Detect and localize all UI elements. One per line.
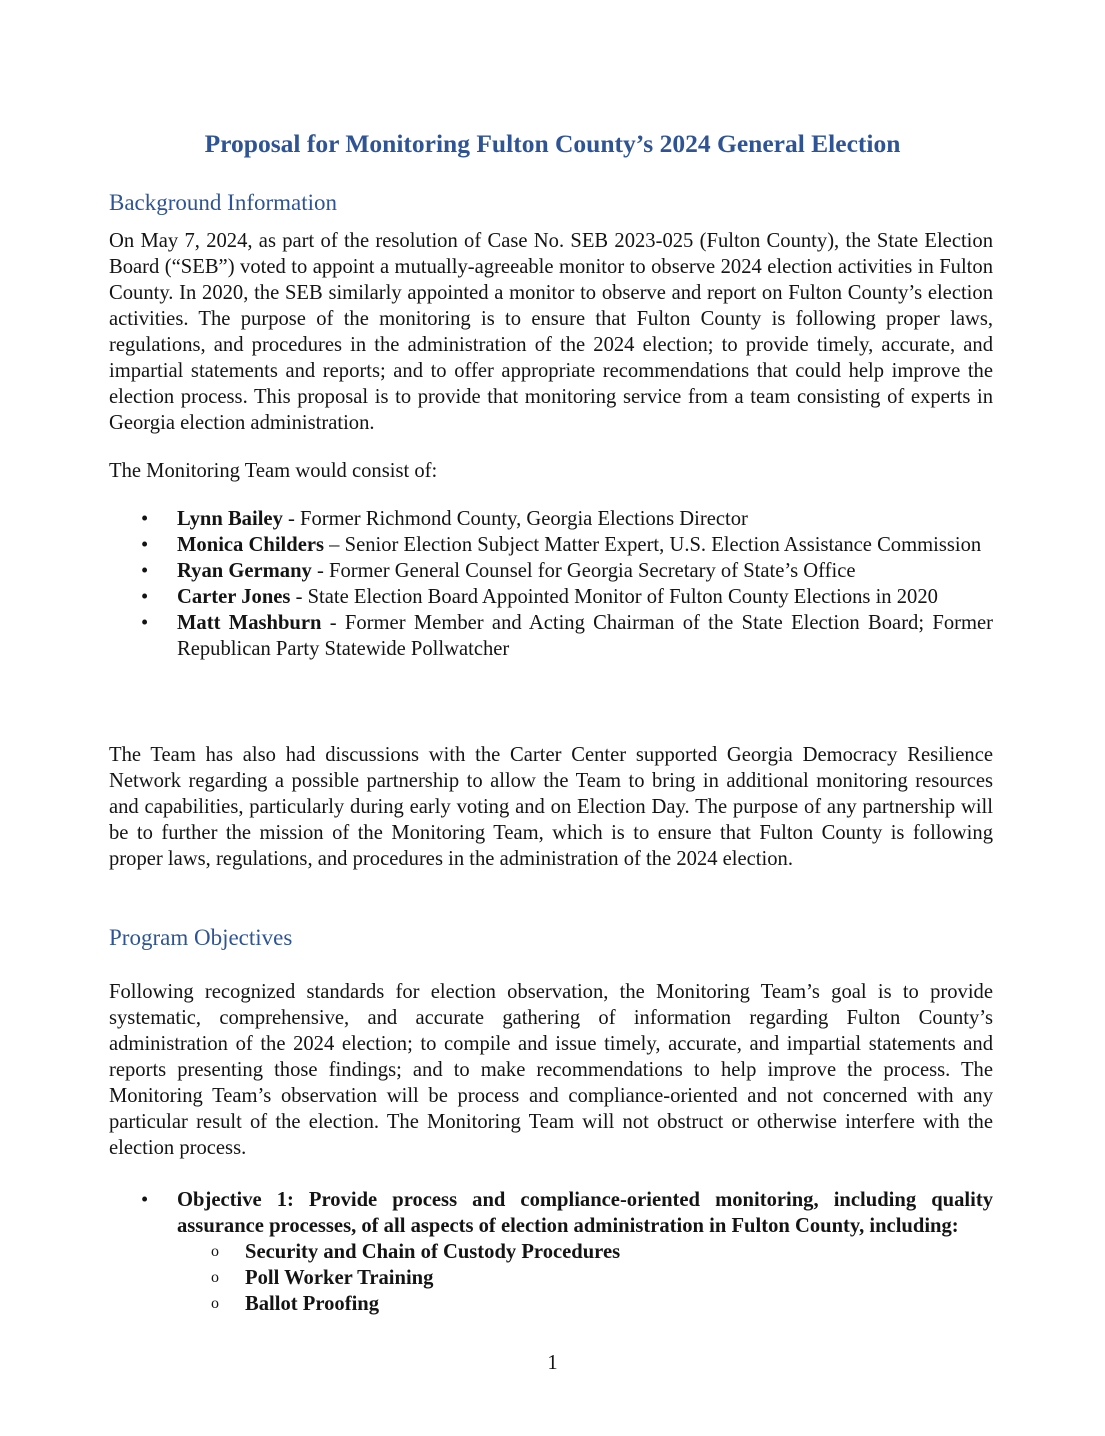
team-member	[109, 610, 993, 662]
team-member-desc: – Senior Election Subject Matter Expert, U.S. Election Assistance Commission	[324, 534, 982, 556]
partnership-paragraph: The Team has also had discussions with the Carter Center supported Georgia Democracy Resilience Network regarding a possible partnership to allow the Team to bring in additional monitoring resources and capabilities, particularly during early voting and on Election Day. The purpose of any partnership will be to further the mission of the Monitoring Team, which is to ensure that Fulton County is following proper laws, regulations, and procedures in the administration of the 2024 election.	[109, 744, 993, 870]
team-intro: The Monitoring Team would consist of:	[109, 460, 438, 482]
team-member-name: Lynn Bailey	[177, 508, 283, 530]
objectives-paragraph: Following recognized standards for election observation, the Monitoring Team’s goal is to provide systematic, comprehensive, and accurate gathering of information regarding Fulton County’s administration of the 2024 election; to compile and issue timely, accurate, and impartial statements and reports presenting those findings; and to make recommendations to help improve the process. The Monitoring Team’s observation will be process and compliance-oriented and not concerned with any particular result of the election. The Monitoring Team will not obstruct or otherwise interfere with the election process.	[109, 981, 993, 1159]
team-member-name: Ryan Germany	[177, 560, 312, 582]
objective-item	[109, 1187, 993, 1317]
objective-subitem: o Ballot Proofing	[177, 1291, 993, 1317]
team-member-name: Carter Jones	[177, 586, 291, 608]
page-number: 1	[547, 1352, 558, 1374]
objectives-list	[109, 1187, 993, 1317]
team-member	[109, 558, 993, 584]
objective-subitem: o Security and Chain of Custody Procedures	[177, 1239, 993, 1265]
team-list	[109, 506, 993, 662]
team-member-desc: - State Election Board Appointed Monitor of Fulton County Elections in 2020	[290, 586, 938, 608]
background-heading: Background Information	[109, 190, 338, 215]
objectives-heading: Program Objectives	[109, 925, 293, 950]
objective-1-text: Objective 1: Provide process and compliance-oriented monitoring, including quality assurance processes, of all aspects of election administration in Fulton County, including:	[177, 1189, 993, 1237]
team-member-name: Matt Mashburn	[177, 612, 322, 634]
team-member-desc: - Former Member and Acting Chairman of the State Election Board; Former Republican Party Statewide Pollwatcher	[177, 612, 993, 660]
team-member	[109, 506, 993, 532]
team-member	[109, 584, 993, 610]
team-member	[109, 532, 993, 558]
page-title: Proposal for Monitoring Fulton County’s 2024 General Election	[204, 129, 901, 158]
objective-subitem: o Poll Worker Training	[177, 1265, 993, 1291]
team-member-desc: - Former General Counsel for Georgia Secretary of State’s Office	[311, 560, 856, 582]
background-paragraph: On May 7, 2024, as part of the resolution of Case No. SEB 2023-025 (Fulton County), the State Election Board (“SEB”) voted to appoint a mutually-agreeable monitor to observe 2024 election activities in Fulton County. In 2020, the SEB similarly appointed a monitor to observe and report on Fulton County’s election activities. The purpose of the monitoring is to ensure that Fulton County is following proper laws, regulations, and procedures in the administration of the 2024 election; to provide timely, accurate, and impartial statements and reports; and to offer appropriate recommendations that could help improve the election process. This proposal is to provide that monitoring service from a team consisting of experts in Georgia election administration.	[109, 230, 993, 434]
team-member-desc: - Former Richmond County, Georgia Elections Director	[282, 508, 748, 530]
objective-1-subitems	[177, 1239, 993, 1317]
team-member-name: Monica Childers	[177, 534, 325, 556]
